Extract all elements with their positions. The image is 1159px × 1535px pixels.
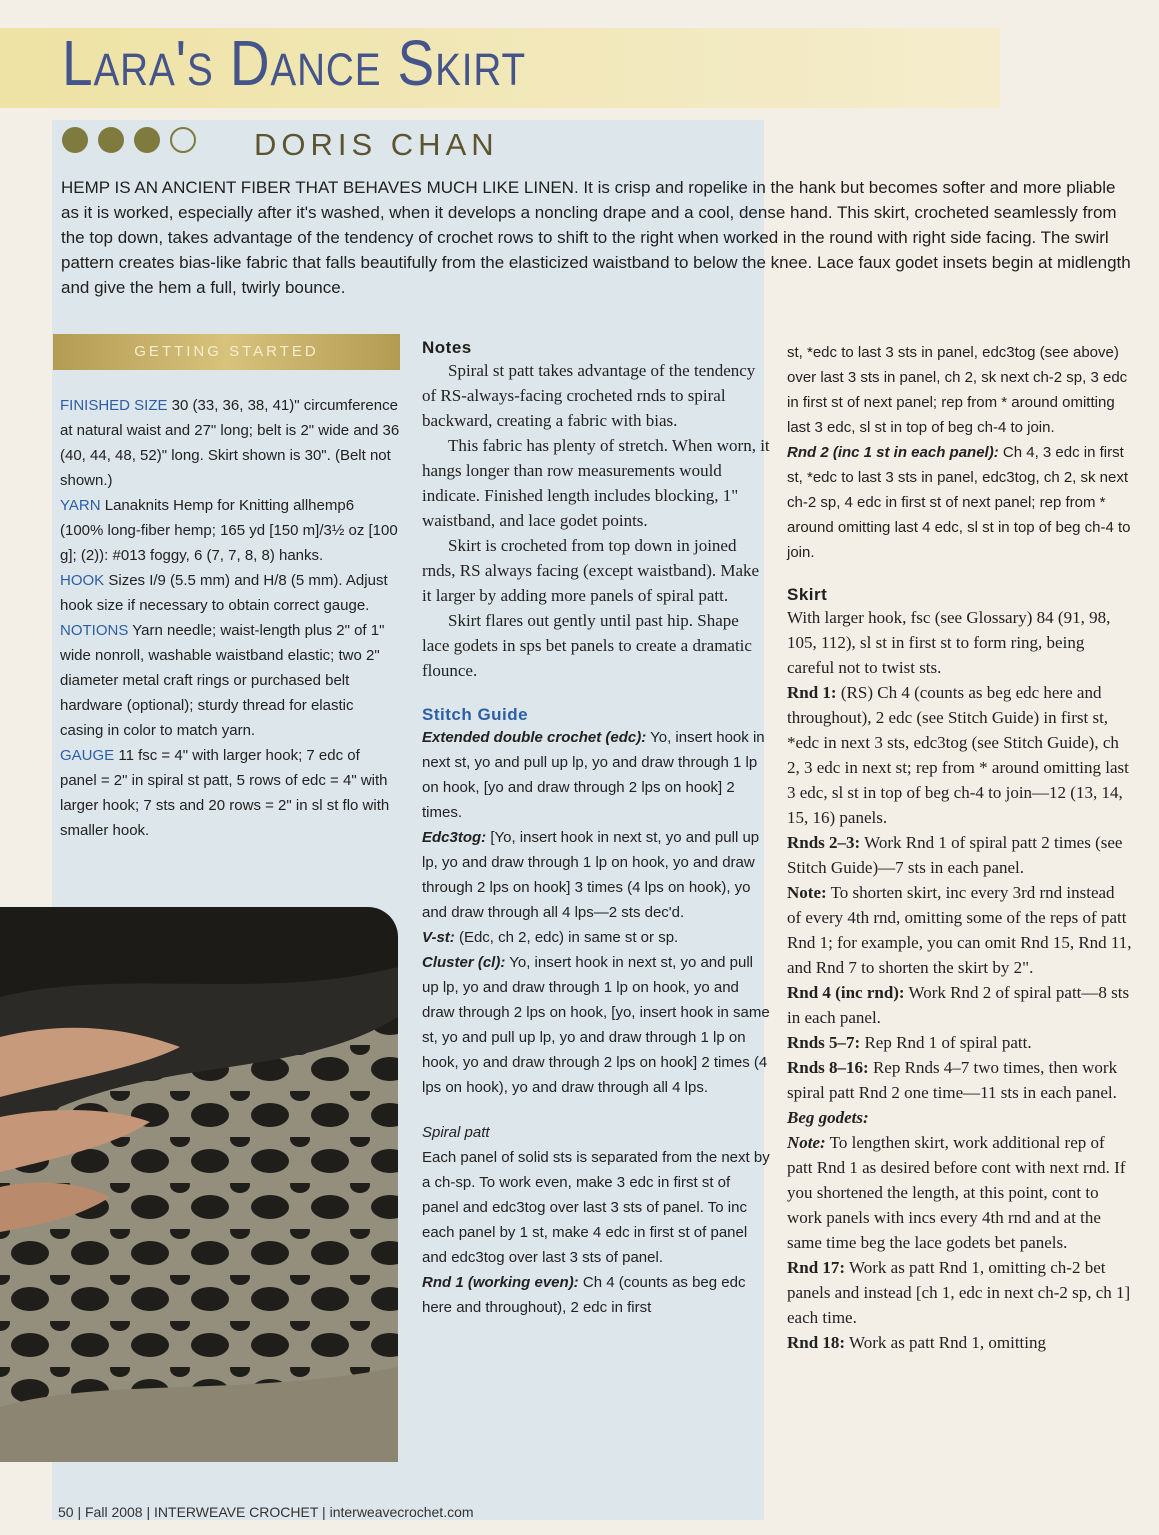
spiral-patt-title: Spiral patt xyxy=(422,1124,490,1141)
rnd-term: Note: xyxy=(787,1133,826,1152)
gs-text: Sizes I/9 (5.5 mm) and H/8 (5 mm). Adjust hook size if necessary to obtain correct gauge. xyxy=(60,572,388,614)
stitch-entry xyxy=(422,725,770,825)
rnd-text: Ch 4, 3 edc in first st, *edc to last 3 sts in panel, edc3tog, ch 2, sk next ch-2 sp, 4 edc in first st of next panel; rep from * around omitting last 4 edc, sl st in top of beg ch-4 to join. xyxy=(787,444,1131,561)
rnd-text: (RS) Ch 4 (counts as beg edc here and throughout), 2 edc (see Stitch Guide) in first st, *edc in next 3 sts, edc3tog (see Stitch Guide), ch 2, 3 edc in next st; rep from * around omitting last 3 edc, sl st in top of beg ch-4 to join—12 (13, 14, 15, 16) panels. xyxy=(787,683,1129,827)
notes-paragraph: Spiral st patt takes advantage of the tendency of RS-always-facing crocheted rnds to spiral backward, creating a fabric with bias. xyxy=(422,361,756,430)
gs-label: GAUGE xyxy=(60,747,115,764)
gs-text: Yarn needle; waist-length plus 2" of 1" wide nonroll, washable waistband elastic; two 2" diameter metal craft rings or purchased belt hardware (optional); sturdy thread for elastic casing in color to match yarn. xyxy=(60,622,385,739)
rnd-term: Rnd 4 (inc rnd): xyxy=(787,983,905,1002)
crochet-swatch-photo xyxy=(0,907,398,1462)
gs-label: HOOK xyxy=(60,572,105,589)
rnd-text: To lengthen skirt, work additional rep of patt Rnd 1 as desired before cont with next rnd. If you shortened the length, at this point, cont to work panels with incs every 4th rnd and at the same time beg the lace godets bet panels. xyxy=(787,1133,1126,1252)
gs-text: 30 (33, 36, 38, 41)" circumference at natural waist and 27" long; belt is 2" wide and 36 (40, 44, 48, 52)" long. Skirt shown is 30". (Belt not shown.) xyxy=(60,397,400,489)
rnd-entry xyxy=(787,1330,1132,1355)
issue-label: Fall 2008 xyxy=(85,1504,143,1520)
gs-item xyxy=(60,743,400,843)
rnd-text: Work Rnd 1 of spiral patt 2 times (see Stitch Guide)—7 sts in each panel. xyxy=(787,833,1123,877)
continued-text: st, *edc to last 3 sts in panel, edc3tog (see above) over last 3 sts in panel, ch 2, sk next ch-2 sp, 3 edc in first st of next panel; rep from * around omitting last 3 edc, sl st in top of beg ch-4 to join. xyxy=(787,344,1128,436)
gs-item xyxy=(60,618,400,743)
notes-heading: Notes xyxy=(422,338,472,357)
spiral-patt-text: Each panel of solid sts is separated from the next by a ch-sp. To work even, make 3 edc in first st of panel and edc3tog over last 3 sts of panel. To inc each panel by 1 st, make 4 edc in first st of panel and edc3tog over last 3 sts of panel. xyxy=(422,1149,770,1266)
rnd-text: Work as patt Rnd 1, omitting ch-2 bet panels and instead [ch 1, edc in next ch-2 sp, ch 1] each time. xyxy=(787,1258,1131,1327)
gs-text: Lanaknits Hemp for Knitting allhemp6 (100% long-fiber hemp; 165 yd [150 m]/3½ oz [100 g]; (2)): #013 foggy, 6 (7, 7, 8, 8) hanks. xyxy=(60,497,398,564)
notes-paragraph: This fabric has plenty of stretch. When worn, it hangs longer than row measurements would indicate. Finished length includes blocking, 1" waistband, and lace godet points. xyxy=(422,436,770,530)
crochet-swatch-image xyxy=(0,907,398,1462)
rnd-term: Note: xyxy=(787,883,827,902)
stitch-entry xyxy=(422,950,770,1100)
stitch-term: Cluster (cl): xyxy=(422,954,506,971)
intro-body: It is crisp and ropelike in the hank but becomes softer and more pliable as it is worked, especially after it's washed, when it develops a noncling drape and a cool, dense hand. This skirt, crocheted seamlessly from the top down, takes advantage of the tendency of crochet rows to shift to the right when worked in the round with right side facing. The swirl pattern creates bias-like fabric that falls beautifully from the elasticized waistband to below the knee. Lace faux godet insets begin at midlength and give the hem a full, twirly bounce. xyxy=(61,178,1131,297)
difficulty-rating xyxy=(62,127,196,153)
stitch-term: Rnd 1 (working even): xyxy=(422,1274,579,1291)
rnd-entry xyxy=(787,1055,1132,1130)
stitch-text: Yo, insert hook in next st, yo and pull up lp, yo and draw through 1 lp on hook, [yo and draw through 2 lps on hook] 2 times. xyxy=(422,729,765,821)
stitch-text: Yo, insert hook in next st, yo and pull up lp, yo and draw through 1 lp on hook, yo and draw through 2 lps on hook, [yo, insert hook in same st, yo and pull up lp, yo and draw through 1 lp on hook, yo and draw through 2 lps on hook] 2 times (4 lps on hook), yo and draw through all 4 lps. xyxy=(422,954,770,1096)
website-url: interweavecrochet.com xyxy=(329,1504,474,1520)
gs-label: FINISHED SIZE xyxy=(60,397,168,414)
gs-label: YARN xyxy=(60,497,101,514)
rnd-entry xyxy=(787,680,1132,830)
rnd-entry xyxy=(787,1030,1132,1055)
rnd-term: Rnd 17: xyxy=(787,1258,846,1277)
rnd-text: Rep Rnds 4–7 two times, then work spiral patt Rnd 2 one time—11 sts in each panel. xyxy=(787,1058,1118,1102)
gs-text: 11 fsc = 4" with larger hook; 7 edc of panel = 2" in spiral st patt, 5 rows of edc = 4" with larger hook; 7 sts and 20 rows = 2" in sl st flo with smaller hook. xyxy=(60,747,390,839)
skirt-column xyxy=(787,340,1132,1355)
skirt-intro: With larger hook, fsc (see Glossary) 84 (91, 98, 105, 112), sl st in first st to form ring, being careful not to twist sts. xyxy=(787,608,1111,677)
rnd-entry xyxy=(787,1255,1132,1330)
page-footer: 50 | Fall 2008 | INTERWEAVE CROCHET | interweavecrochet.com xyxy=(58,1504,474,1520)
rnd-text: Work as patt Rnd 1, omitting xyxy=(845,1333,1047,1352)
rnd-term: Rnd 18: xyxy=(787,1333,846,1352)
intro-paragraph xyxy=(61,175,1131,300)
beg-godets-label: Beg godets: xyxy=(787,1108,869,1127)
gs-label: NOTIONS xyxy=(60,622,129,639)
rnd-entry xyxy=(787,980,1132,1030)
stitch-guide-heading: Stitch Guide xyxy=(422,705,529,724)
rnd-entry xyxy=(787,880,1132,980)
skirt-heading: Skirt xyxy=(787,585,828,604)
magazine-name: INTERWEAVE CROCHET xyxy=(154,1504,319,1520)
rnd-text: Work Rnd 2 of spiral patt—8 sts in each panel. xyxy=(787,983,1130,1027)
rnd-term: Rnd 2 (inc 1 st in each panel): xyxy=(787,444,999,461)
gs-item xyxy=(60,568,400,618)
stitch-entry xyxy=(422,925,770,950)
notes-paragraph: Skirt flares out gently until past hip. Shape lace godets in sps bet panels to create a dramatic flounce. xyxy=(422,611,752,680)
rnd-entry xyxy=(787,440,1132,565)
rnd-term: Rnds 5–7: xyxy=(787,1033,861,1052)
gs-item xyxy=(60,393,400,493)
stitch-term: Extended double crochet (edc): xyxy=(422,729,647,746)
stitch-entry xyxy=(422,825,770,925)
difficulty-dot-filled-icon xyxy=(134,127,160,153)
stitch-text: (Edc, ch 2, edc) in same st or sp. xyxy=(454,929,679,946)
page-number: 50 xyxy=(58,1504,74,1520)
author-name: DORIS CHAN xyxy=(254,127,499,162)
rnd-entry xyxy=(787,1130,1132,1255)
rnd-term: Rnds 2–3: xyxy=(787,833,861,852)
spiral-patt-heading xyxy=(422,1120,770,1145)
page-title: Lara's Dance Skirt xyxy=(62,27,527,99)
getting-started-heading: GETTING STARTED xyxy=(53,334,400,370)
difficulty-dot-filled-icon xyxy=(98,127,124,153)
rnd-entry xyxy=(787,830,1132,880)
rnd-term: Rnd 1: xyxy=(787,683,837,702)
stitch-entry xyxy=(422,1270,770,1320)
notes-paragraph: Skirt is crocheted from top down in joined rnds, RS always facing (except waistband). Make it larger by adding more panels of spiral patt. xyxy=(422,536,760,605)
stitch-term: V-st: xyxy=(422,929,455,946)
getting-started-box xyxy=(60,393,400,843)
gs-item xyxy=(60,493,400,568)
intro-lead: HEMP IS AN ANCIENT FIBER THAT BEHAVES MUCH LIKE LINEN. xyxy=(61,178,579,197)
stitch-term: Edc3tog: xyxy=(422,829,487,846)
rnd-text: Rep Rnd 1 of spiral patt. xyxy=(860,1033,1032,1052)
difficulty-dot-filled-icon xyxy=(62,127,88,153)
notes-stitch-guide-column xyxy=(422,338,770,1320)
stitch-text: [Yo, insert hook in next st, yo and pull up lp, yo and draw through 1 lp on hook, yo and draw through 2 lps on hook] 3 times (4 lps on hook), yo and draw through all 4 lps—2 sts dec'd. xyxy=(422,829,760,921)
stitch-text: Ch 4 (counts as beg edc here and throughout), 2 edc in first xyxy=(422,1274,746,1316)
rnd-text: To shorten skirt, inc every 3rd rnd instead of every 4th rnd, omitting some of the reps of patt Rnd 1; for example, you can omit Rnd 15, Rnd 11, and Rnd 7 to shorten the skirt by 2". xyxy=(787,883,1132,977)
difficulty-dot-empty-icon xyxy=(170,127,196,153)
rnd-term: Rnds 8–16: xyxy=(787,1058,869,1077)
